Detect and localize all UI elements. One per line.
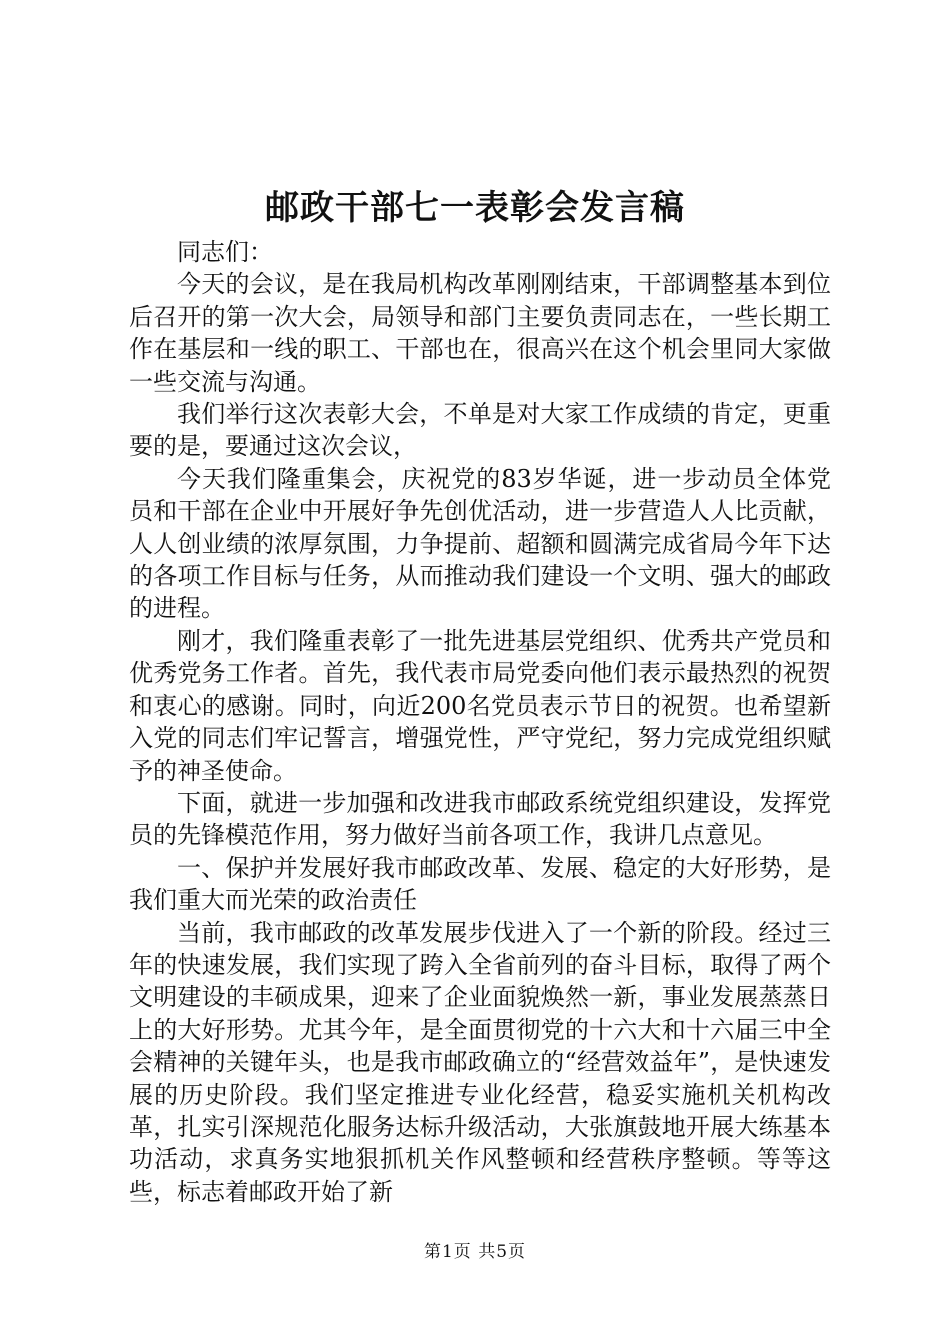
paragraph: 今天的会议，是在我局机构改革刚刚结束，干部调整基本到位后召开的第一次大会，局领导和部门主要负责同志在，一些长期工作在基层和一线的职工、干部也在，很高兴在这个机会里同大家做一些交流与沟通。	[129, 270, 831, 396]
document-title: 邮政干部七一表彰会发言稿	[265, 188, 685, 228]
paragraph: 今天我们隆重集会，庆祝党的83岁华诞，进一步动员全体党员和干部在企业中开展好争先创优活动，进一步营造人人比贡献，人人创业绩的浓厚氛围，力争提前、超额和圆满完成省局今年下达的各项工作目标与任务，从而推动我们建设一个文明、强大的邮政的进程。	[129, 464, 831, 623]
paragraph: 我们举行这次表彰大会，不单是对大家工作成绩的肯定，更重要的是，要通过这次会议，	[129, 400, 831, 461]
paragraph-salutation: 同志们：	[177, 238, 273, 266]
paragraph: 下面，就进一步加强和改进我市邮政系统党组织建设，发挥党员的先锋模范作用，努力做好当前各项工作，我讲几点意见。	[129, 788, 831, 850]
paragraph: 当前，我市邮政的改革发展步伐进入了一个新的阶段。经过三年的快速发展，我们实现了跨入全省前列的奋斗目标，取得了两个文明建设的丰硕成果，迎来了企业面貌焕然一新，事业发展蒸蒸日上的大好形势。尤其今年，是全面贯彻党的十六大和十六届三中全会精神的关键年头，也是我市邮政确立的“经营效益年”，是快速发展的历史阶段。我们坚定推进专业化经营，稳妥实施机关机构改革，扎实引深规范化服务达标升级活动，大张旗鼓地开展大练基本功活动，求真务实地狠抓机关作风整顿和经营秩序整顿。等等这些，标志着邮政开始了新	[129, 918, 831, 1206]
section-heading: 一、保护并发展好我市邮政改革、发展、稳定的大好形势，是我们重大而光荣的政治责任	[129, 853, 831, 915]
document-body	[129, 236, 831, 1208]
page-number-footer: 第1页 共5页	[423, 1242, 527, 1262]
paragraph: 刚才，我们隆重表彰了一批先进基层党组织、优秀共产党员和优秀党务工作者。首先，我代表市局党委向他们表示最热烈的祝贺和衷心的感谢。同时，向近200名党员表示节日的祝贺。也希望新入党的同志们牢记誓言，增强党性，严守党纪，努力完成党组织赋予的神圣使命。	[129, 626, 831, 785]
